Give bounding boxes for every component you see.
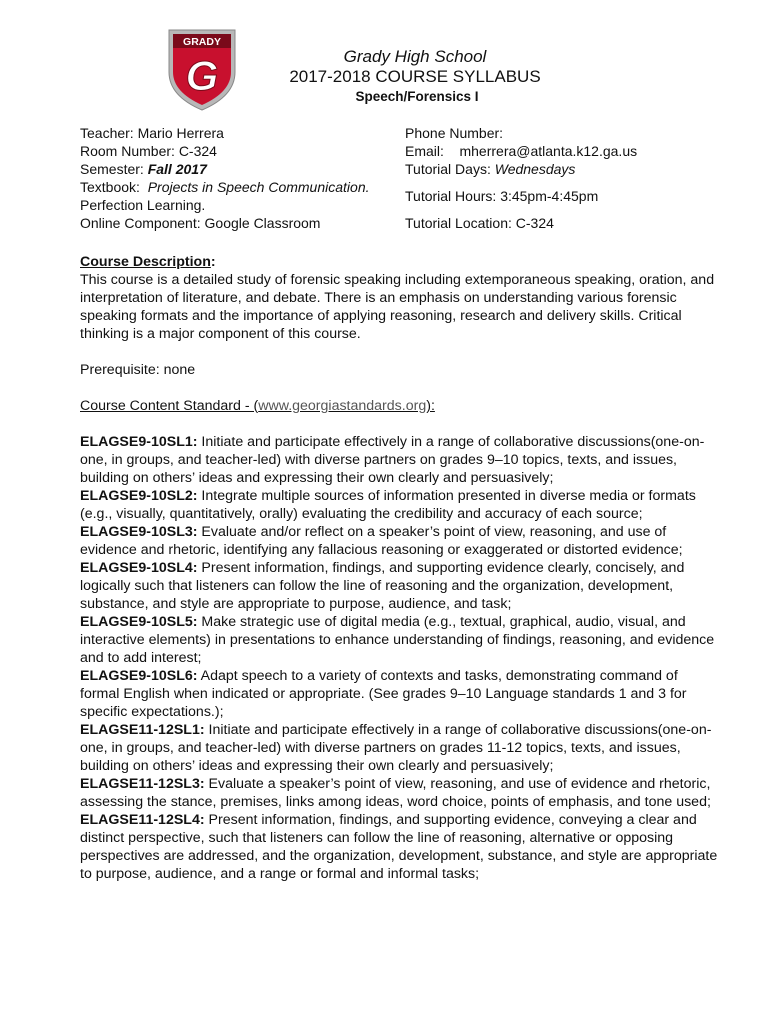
room-value: C-324	[178, 143, 217, 159]
email-value[interactable]: mherrera@atlanta.k12.ga.us	[459, 143, 638, 159]
textbook-publisher: Perfection Learning.	[80, 197, 206, 213]
logo-wordmark: GRADY	[183, 36, 221, 48]
standard-text: Present information, findings, and supporting evidence, conveying a clear and distinct perspective, such that listeners can follow the line of reasoning, alternative or opposing perspectives are addressed, and the organization, development, substance, and style are appropriate to purpose, audience, and a range or formal and informal tasks;	[80, 812, 718, 882]
phone-row	[405, 124, 735, 142]
syllabus-title: 2017-2018 COURSE SYLLABUS	[289, 67, 541, 86]
course-name: Speech/Forensics I	[355, 89, 479, 104]
standard-text: Initiate and participate effectively in a range of collaborative discussions(one-on-one, in groups, and teacher-led) with diverse partners on grades 9–10 topics, texts, and issues, building on others’ ideas and expressing their own clearly and persuasively;	[80, 434, 705, 486]
tutorial-hours-label: Tutorial Hours:	[405, 188, 497, 204]
description-heading	[80, 253, 720, 271]
standard-text: Make strategic use of digital media (e.g., textual, graphical, audio, visual, and interactive elements) in presentations to enhance understanding of findings, reasoning, and evidence and to add interest;	[80, 614, 715, 666]
description-text: This course is a detailed study of forensic speaking including extemporaneous speaking, oration, and interpretation of literature, and debate. There is an emphasis on understanding various forensic speaking formats and the importance of applying reasoning, research and delivery skills. Critical thinking is a major component of this course.	[80, 272, 715, 342]
standard-code: ELAGSE9-10SL1:	[80, 434, 198, 450]
standard-item	[80, 559, 720, 613]
teacher-name: Mario Herrera	[137, 125, 224, 141]
tutorial-location-row	[405, 214, 735, 232]
standard-code: ELAGSE9-10SL2:	[80, 488, 198, 504]
standard-heading-prefix: Course Content Standard - (	[80, 398, 259, 414]
tutorial-hours-value: 3:45pm-4:45pm	[500, 188, 599, 204]
standard-text: Adapt speech to a variety of contexts and tasks, demonstrating command of formal English when indicated or appropriate. (See grades 9–10 Language standards 1 and 3 for specific expectations.);	[80, 668, 687, 720]
teacher-label: Teacher:	[80, 125, 134, 141]
online-row	[80, 214, 380, 232]
online-value: Google Classroom	[204, 215, 321, 231]
standard-text: Integrate multiple sources of information presented in diverse media or formats (e.g., visually, quantitatively, orally) evaluating the credibility and accuracy of each source;	[80, 488, 696, 522]
syllabus-body	[80, 253, 720, 883]
standard-item	[80, 811, 720, 883]
tutorial-location-value: C-324	[515, 215, 554, 231]
teacher-row	[80, 124, 380, 142]
georgia-standards-link[interactable]: www.georgiastandards.org	[258, 398, 427, 414]
room-row	[80, 142, 380, 160]
tutorial-days-label: Tutorial Days:	[405, 161, 491, 177]
standard-item	[80, 487, 720, 523]
tutorial-days-row	[405, 160, 735, 178]
standard-item	[80, 721, 720, 775]
standard-text: Initiate and participate effectively in a range of collaborative discussions(one-on-one, in groups, and teacher-led) with diverse partners on grades 11-12 topics, texts, and issues, building on others’ ideas and expressing their own clearly and persuasively;	[80, 722, 712, 774]
standard-code: ELAGSE9-10SL5:	[80, 614, 198, 630]
logo-letter: G	[185, 52, 219, 99]
semester-label: Semester:	[80, 161, 144, 177]
semester-value: Fall 2017	[147, 161, 207, 177]
room-label: Room Number:	[80, 143, 175, 159]
prerequisite: Prerequisite: none	[80, 362, 196, 378]
description-heading-colon: :	[210, 254, 216, 270]
tutorial-days-value: Wednesdays	[494, 161, 576, 177]
email-row	[405, 142, 735, 160]
textbook-row	[80, 178, 380, 214]
tutorial-location-label: Tutorial Location:	[405, 215, 512, 231]
standard-item	[80, 667, 720, 721]
standard-code: ELAGSE11-12SL1:	[80, 722, 205, 738]
tutorial-hours-row	[405, 187, 735, 205]
contact-info	[405, 124, 735, 232]
phone-label: Phone Number:	[405, 125, 504, 141]
standard-code: ELAGSE9-10SL3:	[80, 524, 198, 540]
standard-code: ELAGSE9-10SL6:	[80, 668, 198, 684]
standard-code: ELAGSE11-12SL4:	[80, 812, 205, 828]
email-label: Email:	[405, 143, 444, 159]
teacher-info	[80, 124, 380, 232]
standard-text: Evaluate a speaker’s point of view, reasoning, and use of evidence and rhetoric, assessing the stance, premises, links among ideas, word choice, points of emphasis, and tone used;	[80, 776, 711, 810]
standard-item	[80, 613, 720, 667]
description-heading-text: Course Description	[80, 254, 211, 270]
standards-list	[80, 433, 720, 883]
standard-text: Evaluate and/or reflect on a speaker’s point of view, reasoning, and use of evidence and rhetoric, identifying any fallacious reasoning or exaggerated or distorted evidence;	[80, 524, 683, 558]
textbook-label: Textbook:	[80, 179, 140, 195]
standard-item	[80, 775, 720, 811]
textbook-title: Projects in Speech Communication.	[147, 179, 370, 195]
standard-code: ELAGSE11-12SL3:	[80, 776, 205, 792]
standard-text: Present information, findings, and supporting evidence clearly, concisely, and logically such that listeners can follow the line of reasoning and the organization, development, substance, and style are appropriate to purpose, audience, and task;	[80, 560, 685, 612]
standard-item	[80, 433, 720, 487]
online-label: Online Component:	[80, 215, 201, 231]
standard-heading-suffix: ):	[426, 398, 435, 414]
standard-heading	[80, 397, 720, 415]
standard-code: ELAGSE9-10SL4:	[80, 560, 198, 576]
school-name: Grady High School	[343, 47, 487, 66]
standard-item	[80, 523, 720, 559]
semester-row	[80, 160, 380, 178]
